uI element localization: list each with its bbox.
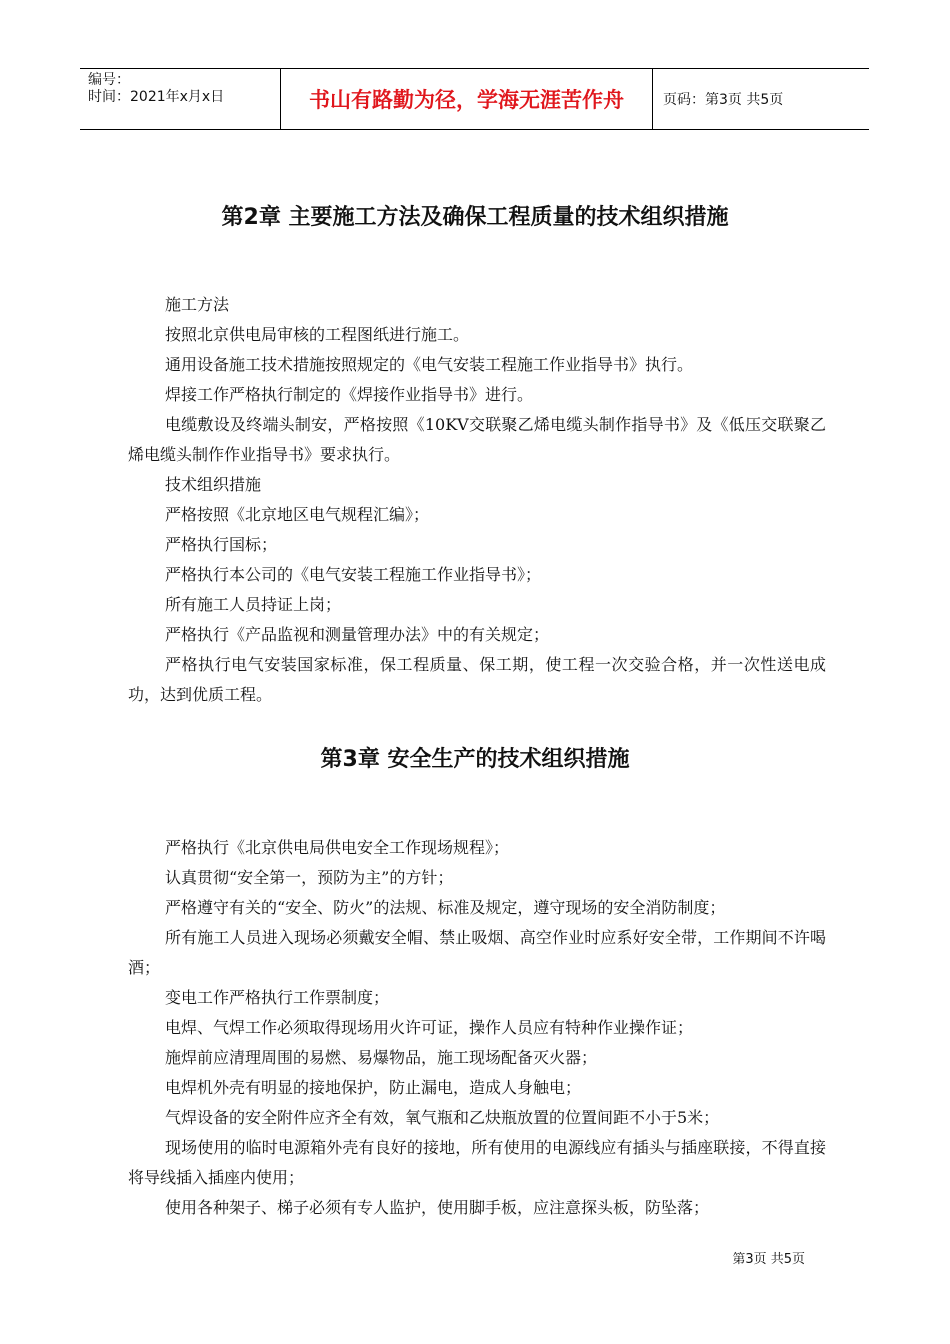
paragraph: 所有施工人员进入现场必须戴安全帽、禁止吸烟、高空作业时应系好安全带，工作期间不许喝酒；	[128, 928, 826, 977]
paragraph: 焊接工作严格执行制定的《焊接作业指导书》进行。	[165, 385, 534, 404]
paragraph: 严格执行《北京供电局供电安全工作现场规程》；	[165, 838, 510, 857]
paragraph: 技术组织措施	[165, 475, 262, 494]
paragraph: 严格执行本公司的《电气安装工程施工作业指导书》；	[165, 565, 542, 584]
paragraph: 按照北京供电局审核的工程图纸进行施工。	[165, 325, 470, 344]
paragraph: 变电工作严格执行工作票制度；	[165, 988, 390, 1007]
paragraph: 严格执行《产品监视和测量管理办法》中的有关规定；	[165, 625, 550, 644]
chapter-2-body	[128, 290, 826, 710]
paragraph: 严格按照《北京地区电气规程汇编》；	[165, 505, 430, 524]
paragraph: 严格执行国标；	[165, 535, 278, 554]
paragraph: 电焊、气焊工作必须取得现场用火许可证，操作人员应有特种作业操作证；	[165, 1018, 694, 1037]
paragraph: 严格执行电气安装国家标准，保工程质量、保工期，使工程一次交验合格，并一次性送电成功，达到优质工程。	[128, 655, 826, 704]
paragraph: 电缆敷设及终端头制安，严格按照《10KV交联聚乙烯电缆头制作指导书》及《低压交联聚乙烯电缆头制作作业指导书》要求执行。	[128, 415, 826, 464]
document-number: 编号：	[88, 72, 130, 88]
header-page-info: 页码：第3页 共5页	[663, 92, 784, 108]
paragraph: 通用设备施工技术措施按照规定的《电气安装工程施工作业指导书》执行。	[165, 355, 694, 374]
header-motto: 书山有路勤为径，学海无涯苦作舟	[281, 69, 653, 129]
paragraph: 施焊前应清理周围的易燃、易爆物品，施工现场配备灭火器；	[165, 1048, 598, 1067]
paragraph: 施工方法	[165, 295, 230, 314]
paragraph: 认真贯彻“安全第一，预防为主”的方针；	[165, 868, 454, 887]
paragraph: 电焊机外壳有明显的接地保护，防止漏电，造成人身触电；	[165, 1078, 582, 1097]
document-time: 时间：2021年x月x日	[88, 89, 225, 105]
paragraph: 所有施工人员持证上岗；	[165, 595, 342, 614]
page-header	[80, 68, 869, 130]
paragraph: 使用各种架子、梯子必须有专人监护，使用脚手板，应注意探头板，防坠落；	[165, 1198, 710, 1217]
page-footer: 第3页 共5页	[732, 1252, 805, 1267]
header-meta	[80, 69, 281, 129]
chapter-3-body	[128, 833, 826, 1223]
chapter-2-title: 第2章 主要施工方法及确保工程质量的技术组织措施	[221, 205, 729, 230]
paragraph: 现场使用的临时电源箱外壳有良好的接地，所有使用的电源线应有插头与插座联接，不得直接将导线插入插座内使用；	[128, 1138, 826, 1187]
chapter-3-title: 第3章 安全生产的技术组织措施	[320, 747, 630, 772]
paragraph: 严格遵守有关的“安全、防火”的法规、标准及规定，遵守现场的安全消防制度；	[165, 898, 726, 917]
paragraph: 气焊设备的安全附件应齐全有效，氧气瓶和乙炔瓶放置的位置间距不小于5米；	[165, 1108, 720, 1127]
